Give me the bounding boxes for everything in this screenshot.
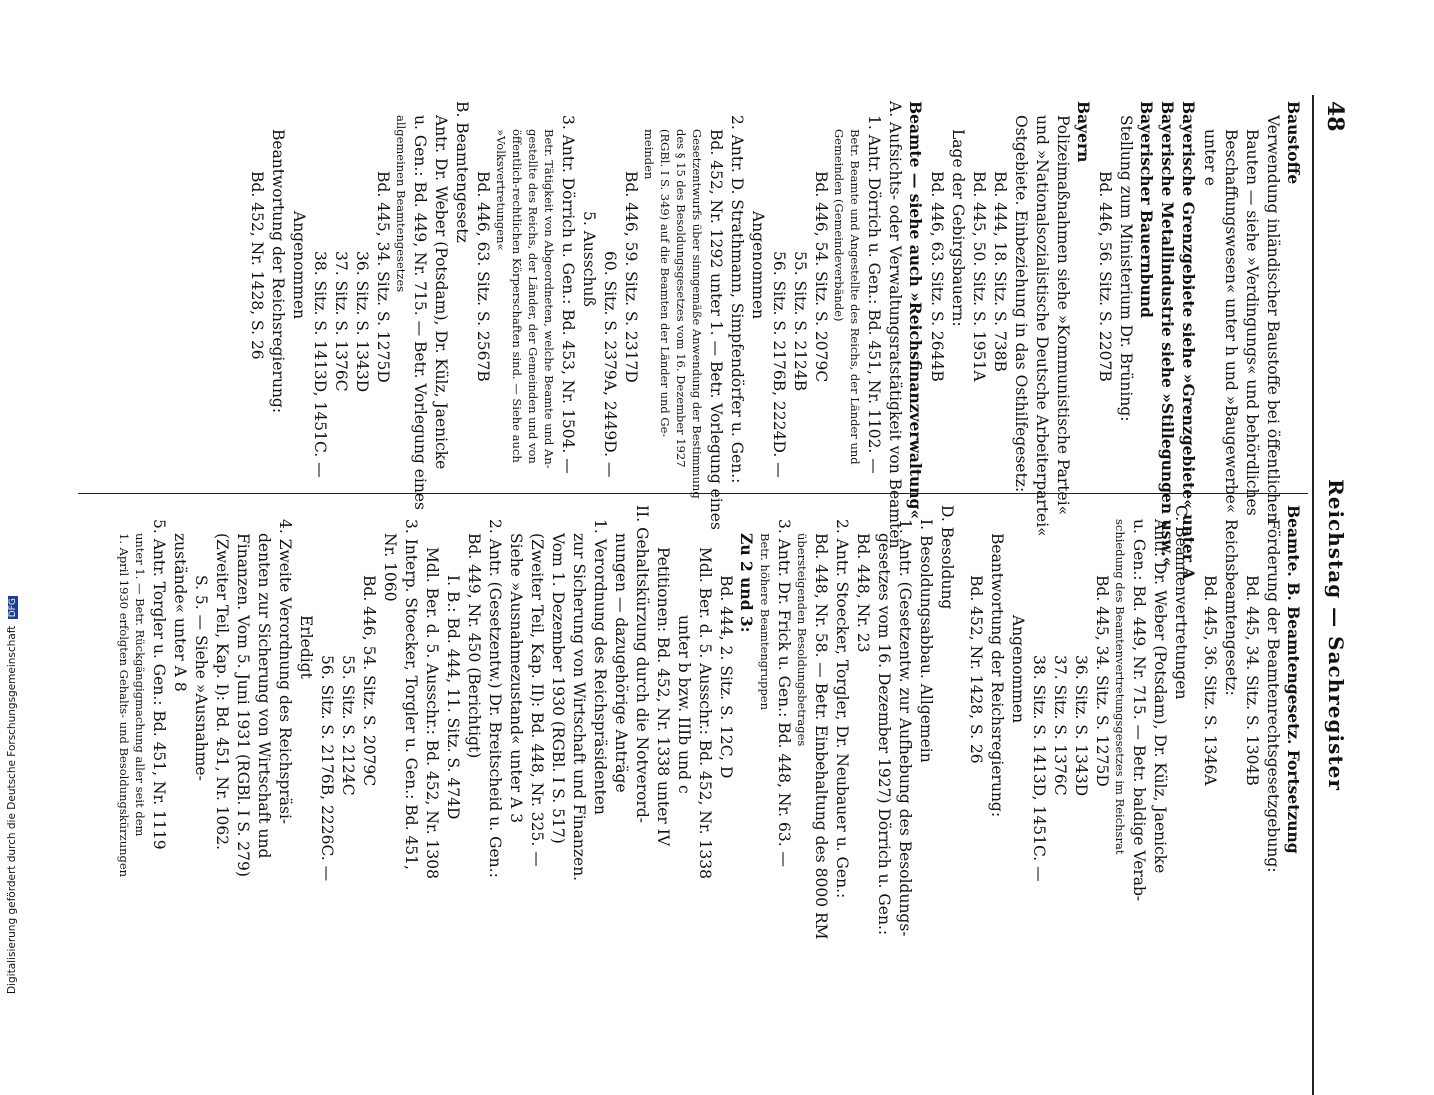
- entry-text: 3. Interp. Stoecker, Torgler u. Gen.: Bd. 451,: [402, 519, 420, 870]
- entry-text: Antr. Dr. Weber (Potsdam), Dr. Külz, Jaenicke: [432, 115, 450, 470]
- citation: Bd. 444, 2. Sitz. S. 12C, D: [717, 575, 735, 779]
- section-heading: C. Beamtenvertretungen: [1172, 505, 1190, 700]
- entry-text: u. Gen.: Bd. 449, Nr. 715. — Betr. Vorlegung eines: [411, 115, 429, 511]
- entry-text: Bd. 452, Nr. 1292 unter 1. — Betr. Vorlegung eines: [707, 129, 725, 530]
- entry-text: Bauten — siehe »Verdingungs« und behördliches: [1243, 129, 1261, 516]
- citation: 37. Sitz. S. 1376C: [1051, 655, 1069, 796]
- entry-text: Polizeimaßnahmen siehe »Kommunistische Partei«: [1054, 115, 1072, 516]
- citation: 36. Sitz. S. 1343D: [1072, 655, 1090, 797]
- entry-text: Ostgebiete. Einbeziehung in das Osthilfegesetz:: [1012, 115, 1030, 493]
- status-text: 5. Ausschuß: [580, 211, 598, 307]
- credit-text: Digitalisierung gefördert durch die Deutsche Forschungsgemeinschaft: [6, 625, 18, 994]
- dfg-logo: DFG: [8, 598, 18, 618]
- citation: unter b bzw. IIIb und c: [675, 615, 693, 794]
- citation: Bd. 452, Nr. 1428, S. 26: [248, 171, 266, 360]
- entry-text: 1. Antr. Dörrich u. Gen.: Bd. 451, Nr. 1102. —: [865, 115, 883, 474]
- entry-heading: Beamte — siehe auch »Reichsfinanzverwaltung«: [906, 101, 925, 520]
- citation: 56. Sitz. S. 2176B, 2224D. —: [770, 251, 788, 478]
- entry-heading: Bayern: [1074, 101, 1093, 163]
- citation: 56. Sitz. S. 2176B, 2226C. —: [318, 655, 336, 882]
- page-number: 48: [1322, 101, 1348, 132]
- entry-heading: Bayerische Grenzgebiete siehe »Grenzgebiete« unter A: [1179, 101, 1198, 580]
- section-heading: B. Beamtengesetz: [453, 101, 471, 243]
- entry-note: übersteigenden Besoldungsbetrages: [795, 533, 809, 747]
- status-text: Erledigt: [297, 615, 315, 679]
- entry-text: Finanzen. Vom 5. Juni 1931 (RGBl. I S. 279): [234, 533, 252, 877]
- entry-text: Antr. Dr. Weber (Potsdam), Dr. Külz, Jaenicke: [1151, 519, 1169, 874]
- entry-text: 2. Antr. Stoecker, Torgler, Dr. Neubauer u. Gen.:: [833, 519, 851, 899]
- entry-text: Vom 1. Dezember 1930 (RGBl. I S. 517): [549, 533, 567, 844]
- citation: 38. Sitz. S. 1413D, 1451C. —: [1030, 655, 1048, 882]
- citation: Bd. 446, 63. Sitz. S. 2644B: [928, 171, 946, 382]
- citation: Bd. 445, 36. Sitz. S. 1346A: [1201, 575, 1219, 786]
- digitization-credit: [4, 598, 24, 996]
- citation: 55. Sitz. S. 2124C: [339, 655, 357, 796]
- citation: Bd. 446, 56. Sitz. S. 2207B: [1096, 171, 1114, 382]
- entry-text: (Zweiter Teil, Kap. I): Bd. 451, Nr. 1062.: [213, 533, 231, 851]
- entry-note: Betr. Beamte und Angestellte des Reichs, der Länder und: [848, 129, 862, 465]
- entry-text: Nr. 1060: [381, 533, 399, 602]
- citation: Bd. 446, 54. Sitz. S. 2079C: [812, 171, 830, 383]
- entry-text: Bd. 449, Nr. 450 (Berichtigt): [465, 533, 483, 759]
- entry-text: S. 5. — Siehe »Ausnahme-: [192, 575, 210, 781]
- entry-text: Bd. 448, Nr. 23: [854, 533, 872, 653]
- entry-text: und »Nationalsozialistische Deutsche Arbeiterpartei«: [1033, 115, 1051, 537]
- citation: Bd. 446, 63. Sitz. S. 2567B: [474, 171, 492, 382]
- entry-heading: Baustoffe: [1284, 101, 1303, 185]
- entry-text: 1. Verordnung des Reichspräsidenten: [591, 519, 609, 815]
- citation: Mdl. Ber. d. 5. Ausschr.: Bd. 452, Nr. 1338: [696, 547, 714, 879]
- citation: Bd. 452, Nr. 1428, S. 26: [967, 575, 985, 764]
- entry-text: 3. Antr. Dr. Frick u. Gen.: Bd. 448, Nr. 63. —: [775, 519, 793, 868]
- entry-text: Bd. 448, Nr. 58. — Betr. Einbehaltung des 8000 RM: [812, 533, 830, 940]
- subsection-heading: nungen — dazugehörige Anträge: [612, 533, 630, 793]
- entry-note: meinden: [642, 129, 656, 180]
- entry-note: allgemeinen Beamtengesetzes: [394, 115, 408, 293]
- citation: 60. Sitz. S. 2379A, 2449D. —: [601, 251, 619, 478]
- citation: I. B.: Bd. 444, 11. Sitz. S. 474D: [444, 575, 462, 820]
- entry-text: Verwendung inländischer Baustoffe bei öffentlichen: [1264, 115, 1282, 523]
- running-title: Reichstag — Sachregister: [1324, 479, 1348, 791]
- status-text: Angenommen: [290, 211, 308, 320]
- entry-text: Beantwortung der Reichsregierung:: [988, 533, 1006, 818]
- entry-text: denten zur Sicherung von Wirtschaft und: [255, 533, 273, 859]
- entry-text: u. Gen.: Bd. 449, Nr. 715. — Betr. baldige Verab-: [1130, 519, 1148, 902]
- citation: Bd. 445, 34. Sitz. S. 1304B: [1243, 575, 1261, 786]
- entry-note: Gemeinden (Gemeindeverbände): [832, 129, 846, 322]
- rotated-page: [20, 95, 1350, 1095]
- citation: Bd. 446, 54. Sitz. S. 2079C: [360, 575, 378, 787]
- entry-text: Beantwortung der Reichsregierung:: [269, 129, 287, 414]
- citation: 37. Sitz. S. 1376C: [332, 251, 350, 392]
- entry-note: unter 1. — Betr. Rückgängigmachung aller seit dem: [133, 533, 147, 837]
- status-text: Angenommen: [1009, 615, 1027, 724]
- entry-note: Betr. höhere Beamtengruppen: [758, 533, 772, 710]
- entry-text: Förderung der Beamtenrechtsgesetzgebung:: [1264, 519, 1282, 873]
- right-column: [116, 505, 1304, 940]
- entry-text: 1. Antr. (Gesetzentw. zur Aufhebung des Besoldungs-: [896, 519, 914, 937]
- subsection-heading: I. Besoldungsabbau. Allgemein: [917, 519, 935, 763]
- entry-text: (Zweiter Teil, Kap. II): Bd. 448, Nr. 325. —: [528, 533, 546, 867]
- entry-text: gesetzes vom 16. Dezember 1927) Dörrich u. Gen.:: [875, 533, 893, 936]
- entry-note: öffentlich-rechtlichen Körperschaften sind. — Siehe auch: [510, 129, 524, 463]
- entry-note: gestellte des Reichs, der Länder, der Gemeinden und von: [526, 129, 540, 464]
- citation: Bd. 445, 34. Sitz. S. 1275D: [1093, 575, 1111, 787]
- citation: Bd. 446, 59. Sitz. S. 2317D: [622, 171, 640, 383]
- entry-note: Gesetzentwurfs über sinngemäße Anwendung der Bestimmung: [690, 129, 704, 499]
- entry-text: Beschaffungswesen« unter h und »Baugewerbe«: [1222, 129, 1240, 514]
- citation: 36. Sitz. S. 1343D: [353, 251, 371, 393]
- entry-note: 1. April 1930 erfolgten Gehalts- und Besoldungskürzungen: [117, 533, 131, 878]
- citation: 38. Sitz. S. 1413D, 1451C. —: [311, 251, 329, 478]
- entry-note: (RGBl. I S. 349) auf die Beamten der Länder und Ge-: [658, 129, 672, 438]
- entry-text: 3. Antr. Dörrich u. Gen.: Bd. 453, Nr. 1504. —: [559, 115, 577, 474]
- citation: Bd. 444, 18. Sitz. S. 738B: [991, 171, 1009, 372]
- header-rule: [1312, 95, 1314, 1095]
- page-header: [1316, 95, 1350, 1095]
- citation: Bd. 445, 50. Sitz. S. 1951A: [970, 171, 988, 382]
- status-text: Angenommen: [749, 211, 767, 320]
- entry-text: 2. Antr. D. Strathmann, Simpfendörfer u. Gen.:: [728, 115, 746, 484]
- entry-text: zustände« unter A 8: [171, 533, 189, 692]
- entry-heading: Bayerische Metallindustrie siehe »Stillegungen usw.«: [1158, 101, 1177, 567]
- entry-text: zur Sicherung von Wirtschaft und Finanzen.: [570, 533, 588, 882]
- entry-text: Siehe »Ausnahmezustand« unter A 3: [507, 533, 525, 824]
- section-heading: D. Besoldung: [938, 505, 956, 610]
- entry-note: Betr. Tätigkeit von Abgeordneten, welche Beamte und An-: [542, 129, 556, 469]
- citation: Mdl. Ber. d. 5. Ausschr.: Bd. 452, Nr. 1308: [423, 547, 441, 879]
- section-heading: A. Aufsichts- oder Verwaltungsratstätigkeit von Beamten: [886, 101, 904, 549]
- entry-text: Stellung zum Ministerium Dr. Brüning:: [1117, 115, 1135, 422]
- entry-text: Zu 2 und 3:: [737, 533, 756, 633]
- entry-text: unter e: [1201, 129, 1219, 186]
- entry-note: »Volksvertretungen«: [494, 129, 508, 251]
- citation: Petitionen: Bd. 452, Nr. 1338 unter IV: [654, 547, 672, 847]
- entry-text: Reichsbeamtengesetz:: [1222, 519, 1240, 696]
- entry-note: schiedung des Beamtenvertretungsgesetzes im Reichsrat: [1113, 519, 1127, 855]
- entry-heading: Beamte. B. Beamtengesetz. Fortsetzung: [1284, 505, 1303, 854]
- entry-text: Lage der Gebirgsbauern:: [949, 129, 967, 327]
- citation: Bd. 445, 34. Sitz. S. 1275D: [374, 171, 392, 383]
- entry-note: des § 15 des Besoldungsgesetzes vom 16. Dezember 1927: [674, 129, 688, 468]
- entry-text: 4. Zweite Verordnung des Reichspräsi-: [276, 519, 294, 825]
- entry-text: 2. Antr. (Gesetzentw.) Dr. Breitscheid u. Gen.:: [486, 519, 504, 878]
- subsection-heading: II. Gehaltskürzung durch die Notverord-: [633, 505, 651, 824]
- entry-text: 5. Antr. Torgler u. Gen.: Bd. 451, Nr. 1119: [150, 519, 168, 850]
- citation: 55. Sitz. S. 2124B: [791, 251, 809, 392]
- entry-heading: Bayerischer Bauernbund: [1137, 101, 1156, 318]
